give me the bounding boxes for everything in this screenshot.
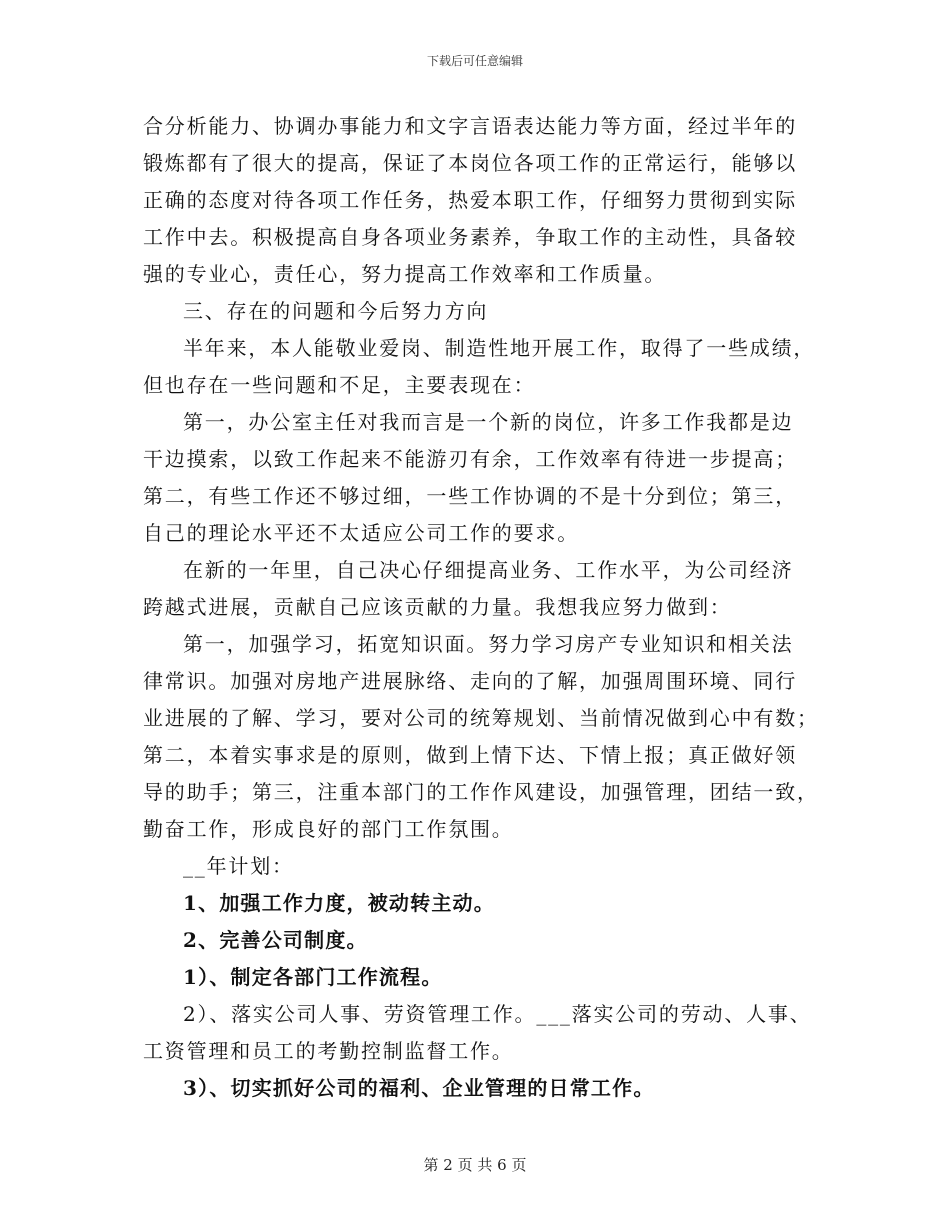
text-line: 但也存在一些问题和不足，主要表现在： xyxy=(143,373,536,397)
text-line: 跨越式进展，贡献自己应该贡献的力量。我想我应努力做到： xyxy=(143,595,732,619)
text-line: 导的助手；第三，注重本部门的工作作风建设，加强管理，团结一致， xyxy=(143,780,819,804)
text-line: 三、存在的问题和今后努力方向 xyxy=(183,299,489,323)
text-line: 2）、落实公司人事、劳资管理工作。___落实公司的劳动、人事、 xyxy=(183,1002,812,1026)
page-footer: 第 2 页 共 6 页 xyxy=(423,1156,527,1174)
text-line: 1）、制定各部门工作流程。 xyxy=(183,965,443,989)
page-header-note: 下载后可任意编辑 xyxy=(426,54,523,68)
document-body xyxy=(143,108,819,1107)
text-line: 半年来，本人能敬业爱岗、制造性地开展工作，取得了一些成绩， xyxy=(183,336,816,360)
text-line: 在新的一年里，自己决心仔细提高业务、工作水平，为公司经济 xyxy=(183,558,794,582)
text-line: 勤奋工作，形成良好的部门工作氛围。 xyxy=(143,817,514,841)
paragraph xyxy=(143,848,815,885)
text-line: 干边摸索，以致工作起来不能游刃有余，工作效率有待进一步提高； xyxy=(143,447,797,471)
paragraph xyxy=(143,330,815,404)
text-line: 强的专业心，责任心，努力提高工作效率和工作质量。 xyxy=(143,262,667,286)
text-line: 正确的态度对待各项工作任务，热爱本职工作，仔细努力贯彻到实际 xyxy=(143,188,797,212)
text-line: 合分析能力、协调办事能力和文字言语表达能力等方面，经过半年的 xyxy=(143,114,797,138)
text-line: 第一，加强学习，拓宽知识面。努力学习房产专业知识和相关法 xyxy=(183,632,794,656)
text-line: 1、加强工作力度，被动转主动。 xyxy=(183,891,495,915)
paragraph xyxy=(143,108,815,293)
text-line: 2、完善公司制度。 xyxy=(183,928,368,952)
section-heading xyxy=(143,293,815,330)
text-line: 3）、切实抓好公司的福利、企业管理的日常工作。 xyxy=(183,1076,655,1100)
plan-item xyxy=(143,922,815,959)
plan-subitem xyxy=(143,1070,815,1107)
text-line: 第一，办公室主任对我而言是一个新的岗位，许多工作我都是边 xyxy=(183,410,794,434)
plan-item xyxy=(143,885,815,922)
plan-subitem xyxy=(143,996,815,1070)
text-line: 锻炼都有了很大的提高，保证了本岗位各项工作的正常运行，能够以 xyxy=(143,151,797,175)
text-line: 律常识。加强对房地产进展脉络、走向的了解，加强周围环境、同行 xyxy=(143,669,797,693)
text-line: __年计划： xyxy=(183,854,294,878)
plan-subitem xyxy=(143,959,815,996)
paragraph xyxy=(143,404,815,552)
paragraph xyxy=(143,552,815,626)
text-line: 第二，有些工作还不够过细，一些工作协调的不是十分到位；第三， xyxy=(143,484,797,508)
text-line: 工作中去。积极提高自身各项业务素养，争取工作的主动性，具备较 xyxy=(143,225,797,249)
text-line: 业进展的了解、学习，要对公司的统筹规划、当前情况做到心中有数； xyxy=(143,706,819,730)
text-line: 自己的理论水平还不太适应公司工作的要求。 xyxy=(143,521,579,545)
text-line: 第二，本着实事求是的原则，做到上情下达、下情上报；真正做好领 xyxy=(143,743,797,767)
paragraph xyxy=(143,626,819,848)
text-line: 工资管理和员工的考勤控制监督工作。 xyxy=(143,1039,514,1063)
